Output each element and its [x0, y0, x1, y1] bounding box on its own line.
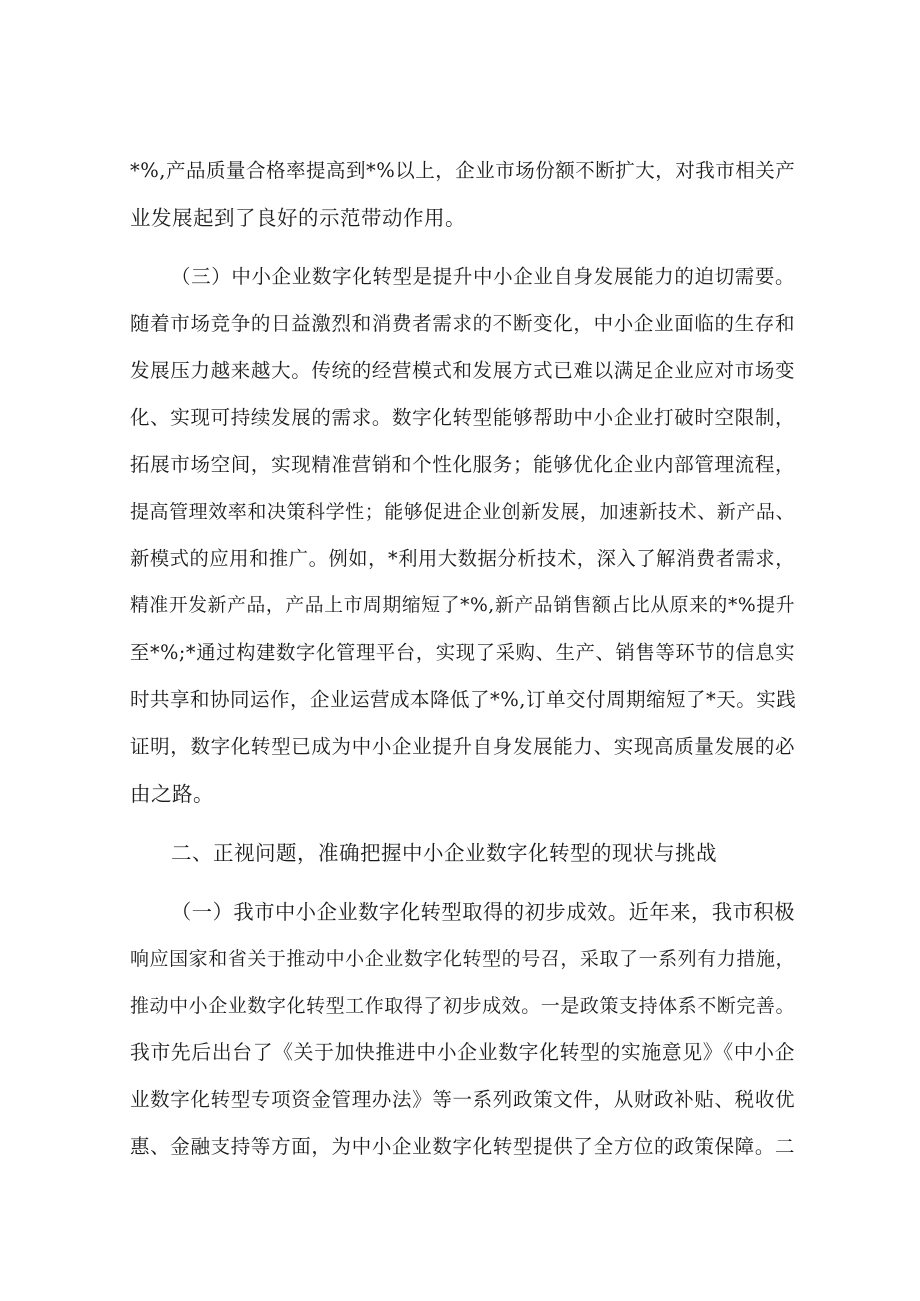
p3-line-5: 业数字化转型专项资金管理办法》等一系列政策文件，从财政补贴、税收优: [130, 1088, 795, 1111]
p2-line-4: 化、实现可持续发展的需求。数字化转型能够帮助中小企业打破时空限制，: [130, 406, 795, 429]
p3-line-3: 推动中小企业数字化转型工作取得了初步成效。一是政策支持体系不断完善。: [130, 995, 795, 1017]
p2-line-11: 证明，数字化转型已成为中小企业提升自身发展能力、实现高质量发展的必: [130, 735, 795, 758]
p1-line-2: 业发展起到了良好的示范带动作用。: [130, 206, 466, 230]
p2-line-8: 精准开发新产品，产品上市周期缩短了*%,新产品销售额占比从原来的*%提升: [130, 595, 795, 616]
p2-line-10: 时共享和协同运作，企业运营成本降低了*%,订单交付周期缩短了*天。实践: [130, 688, 797, 711]
p2-line-12: 由之路。: [130, 782, 214, 806]
p3-line-1: （一）我市中小企业数字化转型取得的初步成效。近年来，我市积极: [171, 900, 795, 924]
p3-line-2: 响应国家和省关于推动中小企业数字化转型的号召，采取了一系列有力措施，: [130, 948, 795, 970]
p2-line-6: 提高管理效率和决策科学性；能够促进企业创新发展，加速新技术、新产品、: [130, 501, 795, 523]
section-heading: 二、正视问题，准确把握中小企业数字化转型的现状与挑战: [171, 841, 717, 865]
p2-line-9: 至*%;*通过构建数字化管理平台，实现了采购、生产、销售等环节的信息实: [130, 641, 795, 664]
p1-line-1: *%,产品质量合格率提高到*%以上，企业市场份额不断扩大，对我市相关产: [130, 159, 796, 182]
p2-line-3: 发展压力越来越大。传统的经营模式和发展方式已难以满足企业应对市场变: [130, 359, 795, 382]
p2-line-7: 新模式的应用和推广。例如，*利用大数据分析技术，深入了解消费者需求，: [130, 547, 795, 570]
p2-line-5: 拓展市场空间，实现精准营销和个性化服务；能够优化企业内部管理流程，: [130, 453, 795, 476]
p2-line-1: （三）中小企业数字化转型是提升中小企业自身发展能力的迫切需要。: [171, 265, 795, 288]
p3-line-4: 我市先后出台了《关于加快推进中小企业数字化转型的实施意见》《中小企: [130, 1041, 795, 1064]
p3-line-6: 惠、金融支持等方面，为中小企业数字化转型提供了全方位的政策保障。二: [130, 1135, 795, 1158]
p2-line-2: 随着市场竞争的日益激烈和消费者需求的不断变化，中小企业面临的生存和: [130, 312, 795, 335]
